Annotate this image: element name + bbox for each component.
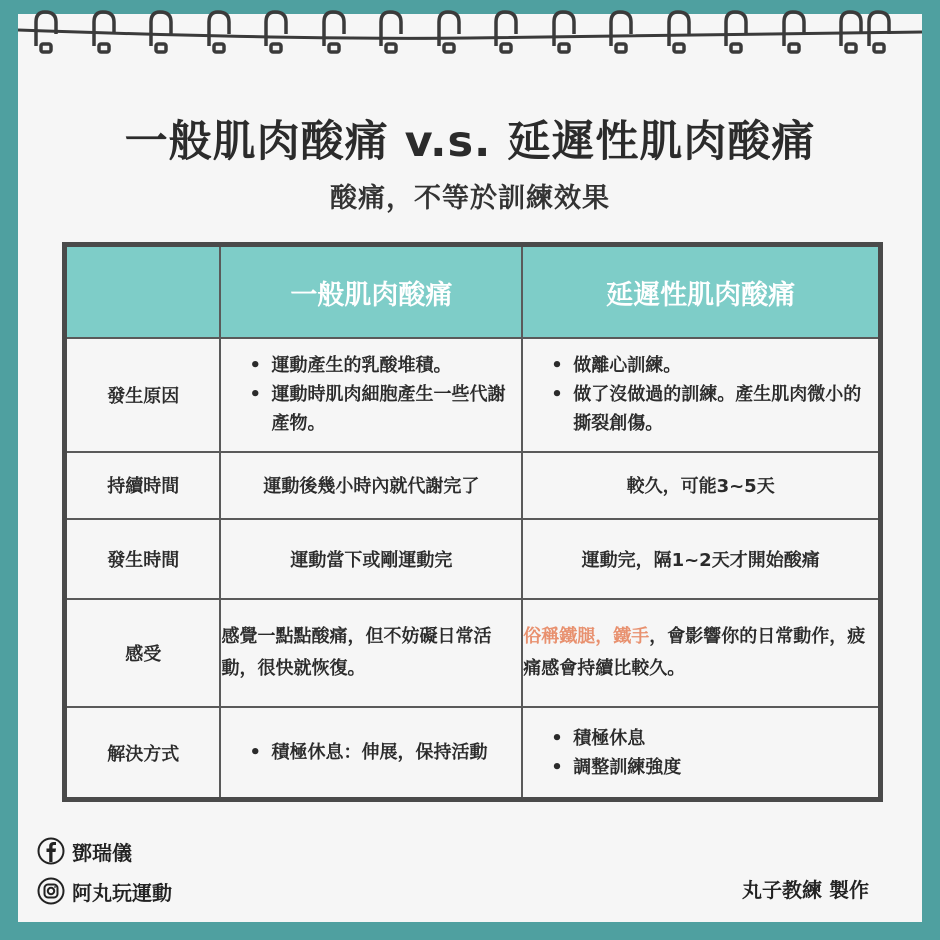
- list-item: • 做離心訓練。: [551, 351, 878, 380]
- binding-ring: [324, 12, 344, 46]
- binding-ring: [611, 12, 631, 46]
- binding-hole: [731, 44, 741, 52]
- page-subtitle: 酸痛，不等於訓練效果: [330, 183, 610, 214]
- onset-delayed-cell: 運動完，隔1~2天才開始酸痛: [522, 519, 880, 599]
- binding-ring: [669, 12, 689, 46]
- binding-hole: [214, 44, 224, 52]
- row-label-onset: 發生時間: [65, 519, 221, 599]
- list-item: • 做了沒做過的訓練。產生肌肉微小的撕裂創傷。: [551, 380, 878, 438]
- table-header-row: [65, 245, 881, 339]
- highlight-text: 俗稱鐵腿，鐵手: [523, 626, 650, 648]
- binding-ring: [209, 12, 229, 46]
- list-item: • 運動時肌肉細胞產生一些代謝產物。: [249, 380, 521, 438]
- solution-general-cell: [220, 707, 522, 799]
- binding-hole: [271, 44, 281, 52]
- duration-general-cell: 運動後幾小時內就代謝完了: [220, 452, 522, 520]
- onset-general-cell: 運動當下或剛運動完: [220, 519, 522, 599]
- binding-ring: [784, 12, 804, 46]
- table-row: [65, 519, 881, 599]
- binding-ring: [841, 12, 861, 46]
- binding-ring: [554, 12, 574, 46]
- binding-hole: [444, 44, 454, 52]
- binding-hole: [616, 44, 626, 52]
- binding-ring: [94, 12, 114, 46]
- binding-hole: [846, 44, 856, 52]
- cause-general-cell: [220, 338, 522, 452]
- row-label-feeling: 感受: [65, 599, 221, 707]
- instagram-name: 阿丸玩運動: [72, 881, 172, 905]
- cause-delayed-cell: [522, 338, 880, 452]
- binding-hole: [501, 44, 511, 52]
- author-credit: 丸子教練 製作: [742, 878, 869, 902]
- header-corner: [65, 245, 221, 339]
- binding-ring: [36, 12, 56, 46]
- binding-ring: [266, 12, 286, 46]
- binding-ring: [381, 12, 401, 46]
- binding-hole: [329, 44, 339, 52]
- list-item: • 調整訓練強度: [551, 753, 878, 782]
- list-item: • 運動產生的乳酸堆積。: [249, 351, 521, 380]
- binding-hole: [41, 44, 51, 52]
- row-label-duration: 持續時間: [65, 452, 221, 520]
- facebook-name: 鄧瑞儀: [72, 841, 132, 865]
- binding-ring: [726, 12, 746, 46]
- binding-hole: [386, 44, 396, 52]
- header-general-soreness: 一般肌肉酸痛: [220, 245, 522, 339]
- list-item: • 積極休息: [551, 724, 878, 753]
- feeling-delayed-text: ，會影響你的日常動作，疲痛感會持續比較久。: [523, 626, 866, 680]
- duration-delayed-cell: 較久，可能3~5天: [522, 452, 880, 520]
- feeling-general-cell: 感覺一點點酸痛，但不妨礙日常活動，很快就恢復。: [220, 599, 522, 707]
- binding-hole: [674, 44, 684, 52]
- spiral-binding-rings: [0, 0, 940, 80]
- table-row: [65, 452, 881, 520]
- comparison-table: [62, 242, 883, 802]
- page-title: 一般肌肉酸痛 v.s. 延遲性肌肉酸痛: [124, 117, 816, 167]
- solution-delayed-cell: [522, 707, 880, 799]
- binding-ring: [439, 12, 459, 46]
- binding-hole: [99, 44, 109, 52]
- instagram-icon: [37, 877, 65, 905]
- table-row: [65, 707, 881, 799]
- facebook-icon: [37, 837, 65, 865]
- binding-hole: [789, 44, 799, 52]
- header-delayed-soreness: 延遲性肌肉酸痛: [522, 245, 880, 339]
- feeling-delayed-cell: [522, 599, 880, 707]
- table-row: [65, 599, 881, 707]
- binding-ring: [496, 12, 516, 46]
- row-label-solution: 解決方式: [65, 707, 221, 799]
- binding-hole: [559, 44, 569, 52]
- binding-ring: [151, 12, 171, 46]
- table-row: [65, 338, 881, 452]
- binding-hole: [874, 44, 884, 52]
- row-label-cause: 發生原因: [65, 338, 221, 452]
- list-item: • 積極休息：伸展，保持活動: [249, 738, 521, 767]
- binding-hole: [156, 44, 166, 52]
- binding-ring: [869, 12, 889, 46]
